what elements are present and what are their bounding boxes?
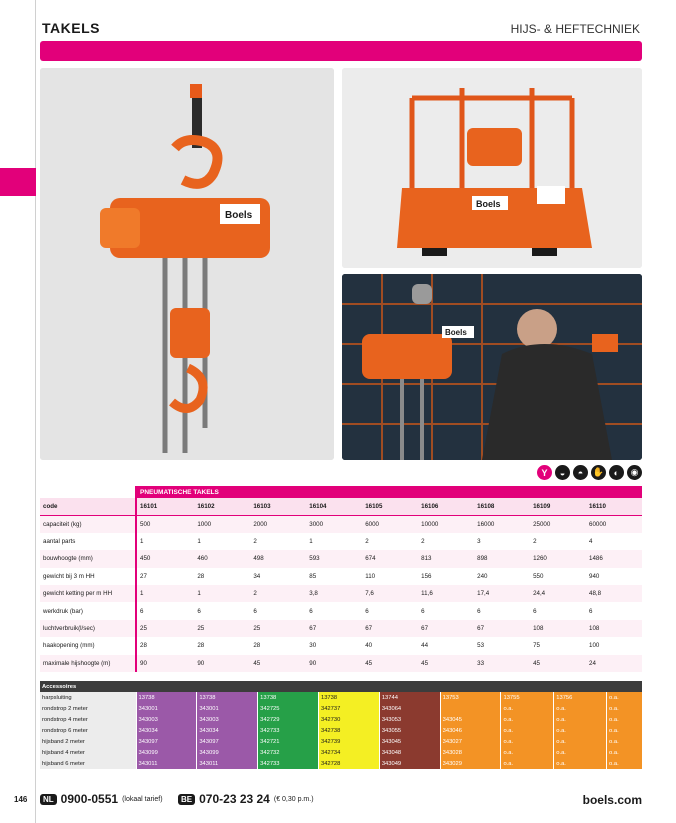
table-row: maximale hijshoogte (m) 90 90 45 90 45 45 33 45 24 <box>40 655 642 672</box>
header-band <box>40 41 642 61</box>
nl-badge: NL <box>40 794 57 805</box>
hook-icon: Y <box>537 465 552 480</box>
table-row: capaciteit (kg) 500 1000 2000 3000 6000 10000 16000 25000 60000 <box>40 515 642 532</box>
photo-chain-hoist <box>40 68 334 460</box>
face-icon: ◉ <box>627 465 642 480</box>
nl-phone[interactable]: 0900-0551 <box>60 792 119 806</box>
be-badge: BE <box>178 794 195 805</box>
footer-be-contact <box>178 792 314 806</box>
margin-rule <box>35 0 36 823</box>
accessories-title: Accessoires <box>40 681 642 692</box>
table-row: haakopening (mm) 28 28 28 30 40 44 53 75 100 <box>40 637 642 654</box>
nl-note: (lokaal tarief) <box>122 795 163 803</box>
table-row: rondstrop 6 meter 343034 343034 342733 342738 343055 343046 o.a. o.a. o.a. <box>40 725 642 736</box>
table-row: hijsband 6 meter 343011 343011 342733 342728 343049 343029 o.a. o.a. o.a. <box>40 758 642 769</box>
helmet-icon: ◐ <box>609 465 624 480</box>
page-title: TAKELS <box>42 20 100 36</box>
table-row: aantal parts 1 1 2 1 2 2 3 2 4 <box>40 533 642 550</box>
table-row: luchtverbruik(l/sec) 25 25 25 67 67 67 67 108 108 <box>40 620 642 637</box>
code-row: code 16101 16102 16103 16104 16105 16106 16108 16109 16110 <box>40 498 642 515</box>
table-row: harpsluiting 13738 13738 13738 13738 13744 13753 13755 13756 o.a. <box>40 692 642 703</box>
website-link[interactable]: boels.com <box>582 793 642 807</box>
photo-operator <box>342 274 642 460</box>
spec-table <box>40 486 642 672</box>
table-row: rondstrop 2 meter 343001 343001 342725 342737 343064 o.a. o.a. o.a. <box>40 703 642 714</box>
table-row: gewicht ketting per m HH 1 1 2 3,8 7,6 11,6 17,4 24,4 48,8 <box>40 585 642 602</box>
page-number: 146 <box>14 795 28 804</box>
table-band-label: PNEUMATISCHE TAKELS <box>136 486 642 498</box>
be-note: (€ 0,30 p.m.) <box>273 795 314 803</box>
helmet-icon: ◓ <box>573 465 588 480</box>
brand-label: Boels <box>225 210 253 221</box>
helmet-icon: ◒ <box>555 465 570 480</box>
accessories-table <box>40 681 642 769</box>
table-row: rondstrop 4 meter 343003 343003 342729 342730 343053 343045 o.a. o.a. o.a. <box>40 714 642 725</box>
footer-nl-contact <box>40 792 163 806</box>
table-row: werkdruk (bar) 6 6 6 6 6 6 6 6 6 <box>40 602 642 619</box>
gloves-icon: ✋ <box>591 465 606 480</box>
section-title: HIJS- & HEFTECHNIEK <box>510 22 640 36</box>
brand-label: Boels <box>445 328 467 337</box>
chapter-tab <box>0 168 36 196</box>
table-row: bouwhoogte (mm) 450 460 498 593 674 813 898 1260 1486 <box>40 550 642 567</box>
be-phone[interactable]: 070-23 23 24 <box>199 792 270 806</box>
safety-icons <box>537 465 642 480</box>
table-row: hijsband 4 meter 343099 343099 342732 342734 343048 343028 o.a. o.a. o.a. <box>40 747 642 758</box>
brand-label: Boels <box>476 199 501 209</box>
table-row: hijsband 2 meter 343097 343097 342721 342739 343045 343027 o.a. o.a. o.a. <box>40 736 642 747</box>
table-row: gewicht bij 3 m HH 27 28 34 85 110 156 240 550 940 <box>40 568 642 585</box>
photo-hoist-frame <box>342 68 642 268</box>
